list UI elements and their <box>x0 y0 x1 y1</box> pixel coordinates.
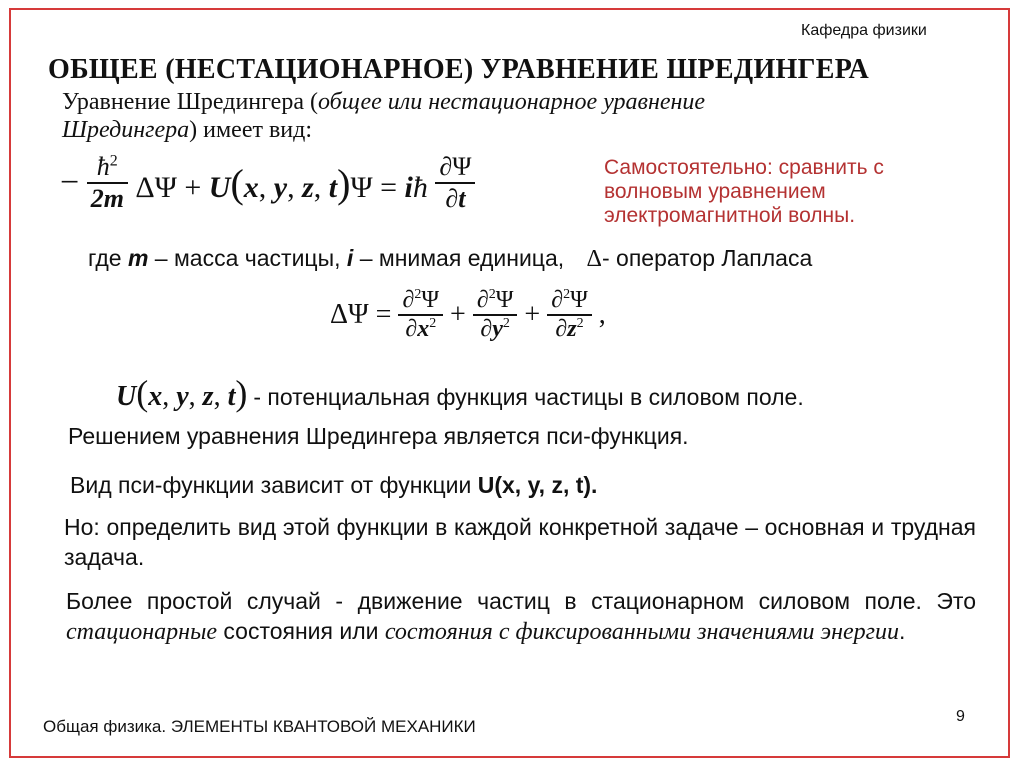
where-i: i <box>346 245 354 271</box>
note-line-3: электромагнитной волны. <box>604 204 856 227</box>
paragraph-psi-solution: Решением уравнения Шредингера является пси-функция. <box>68 423 689 449</box>
department-label: Кафедра физики <box>801 22 927 39</box>
p4-e: . <box>899 618 906 644</box>
intro-b: общее или нестационарное уравнение <box>317 89 706 115</box>
where-delta: Δ <box>586 246 602 272</box>
p2-b: U(x, y, z, t). <box>477 472 598 498</box>
intro-c: Шредингера <box>62 117 190 143</box>
where-m: m <box>127 245 149 271</box>
potential-text: - потенциальная функция частицы в силовом поле. <box>253 384 804 410</box>
p4-b: стационарные <box>66 619 217 645</box>
where-d: - оператор Лапласа <box>601 245 813 271</box>
schrodinger-equation: − $\frac{ħ^2}{2m}$ ΔΨ + U(x, y, z, t)Ψ = iħ $\frac{\partial\Psi}{\partial t}$ <box>60 152 475 214</box>
where-c: – мнимая единица, <box>353 245 565 271</box>
p2-a: Вид пси-функции зависит от функции <box>70 472 478 498</box>
paragraph-psi-depends <box>70 472 597 499</box>
footer-course: Общая физика. ЭЛЕМЕНТЫ КВАНТОВОЙ МЕХАНИКИ <box>43 717 476 736</box>
slide-title: ОБЩЕЕ (НЕСТАЦИОНАРНОЕ) УРАВНЕНИЕ ШРЕДИНГЕРА <box>48 54 870 85</box>
p4-c: состояния или <box>217 618 385 644</box>
paragraph-difficulty: Но: определить вид этой функции в каждой конкретной задаче – основная и трудная задача. <box>64 514 976 570</box>
intro-text <box>62 88 962 144</box>
p4-d: состояния с фиксированными значениями энергии <box>384 619 900 645</box>
laplacian-equation: ΔΨ = $\frac{\partial^2\Psi}{\partial x^2}$ + $\frac{\partial^2\Psi}{\partial y^2}$ + $\frac{\partial^2\Psi}{\partial z^2}$ , <box>330 287 606 342</box>
page-number: 9 <box>956 708 965 725</box>
intro-d: ) имеет вид: <box>189 117 313 143</box>
where-line <box>88 245 812 273</box>
potential-line: U(x, y, z, t) - потенциальная функция частицы в силовом поле. <box>116 373 804 413</box>
intro-a: Уравнение Шредингера ( <box>62 89 318 115</box>
note-line-2: волновым уравнением <box>604 180 826 203</box>
self-study-note <box>604 156 884 228</box>
where-b: – масса частицы, <box>148 245 347 271</box>
p4-a: Более простой случай - движение частиц в стационарном силовом поле. Это <box>66 588 976 614</box>
where-a: где <box>88 245 128 271</box>
paragraph-stationary <box>66 586 976 647</box>
note-line-1: Самостоятельно: сравнить с <box>604 156 884 179</box>
